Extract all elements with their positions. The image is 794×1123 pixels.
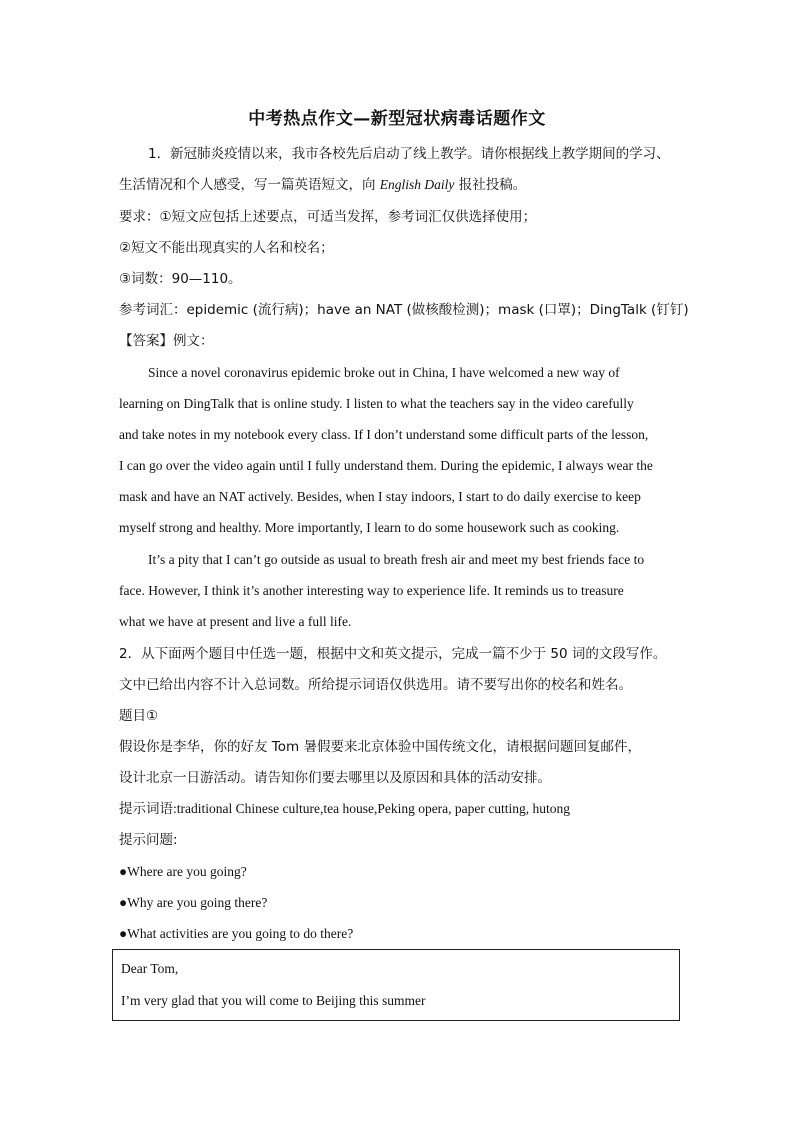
- q2-description-line-1: 假设你是李华，你的好友 Tom 暑假要来北京体验中国传统文化，请根据问题回复邮件，: [119, 739, 641, 755]
- q1-prompt-line-2-a: 生活情况和个人感受，写一篇英语短文，向: [119, 177, 380, 193]
- q2-question-item: ●Why are you going there?: [119, 895, 268, 910]
- essay-line: learning on DingTalk that is online study. I listen to what the teachers say in the video carefully: [119, 396, 634, 411]
- q1-prompt-line-2: [119, 175, 526, 195]
- q1-prompt-line-2-b: 报社投稿。: [454, 177, 527, 193]
- essay-line: It’s a pity that I can’t go outside as usual to breath fresh air and meet my best friends face to: [148, 552, 645, 567]
- q2-topic-label: 题目①: [119, 708, 159, 724]
- essay-line: what we have at present and live a full life.: [119, 614, 352, 629]
- q2-prompt-line-2: 文中已给出内容不计入总词数。所给提示词语仅供选用。请不要写出你的校名和姓名。: [119, 677, 632, 693]
- essay-line: Since a novel coronavirus epidemic broke out in China, I have welcomed a new way of: [148, 365, 620, 380]
- q1-requirement-1: 要求：①短文应包括上述要点，可适当发挥，参考词汇仅供选择使用；: [119, 209, 537, 225]
- letter-opening: I’m very glad that you will come to Beijing this summer: [121, 993, 426, 1008]
- page-title: 中考热点作文—新型冠状病毒话题作文: [248, 109, 546, 129]
- q1-vocabulary: 参考词汇：epidemic (流行病)；have an NAT (做核酸检测)；mask (口罩)；DingTalk (钉钉): [119, 302, 689, 318]
- q1-answer-label: 【答案】例文：: [119, 333, 214, 349]
- letter-greeting: Dear Tom,: [121, 961, 179, 976]
- essay-line: face. However, I think it’s another interesting way to experience life. It reminds us to treasure: [119, 583, 624, 598]
- q1-requirement-3: ③词数：90—110。: [119, 271, 242, 287]
- essay-line: and take notes in my notebook every class. If I don’t understand some difficult parts of the lesson,: [119, 427, 649, 442]
- essay-line: mask and have an NAT actively. Besides, when I stay indoors, I start to do daily exercise to keep: [119, 489, 641, 504]
- q2-question-item: ●Where are you going?: [119, 864, 247, 879]
- q2-question-item: ●What activities are you going to do there?: [119, 926, 354, 941]
- essay-line: I can go over the video again until I fully understand them. During the epidemic, I always wear the: [119, 458, 653, 473]
- q2-questions-label: 提示问题:: [119, 832, 178, 848]
- newspaper-name: English Daily: [379, 177, 455, 192]
- q2-description-line-2: 设计北京一日游活动。请告知你们要去哪里以及原因和具体的活动安排。: [119, 770, 551, 786]
- letter-writing-box: [112, 949, 680, 1021]
- q2-prompt-line-1: 2．从下面两个题目中任选一题，根据中文和英文提示，完成一篇不少于 50 词的文段写作。: [119, 646, 667, 662]
- q2-hint-words: 提示词语:traditional Chinese culture,tea house,Peking opera, paper cutting, hutong: [119, 801, 571, 816]
- essay-line: myself strong and healthy. More importantly, I learn to do some housework such as cooking.: [119, 520, 620, 535]
- q1-requirement-2: ②短文不能出现真实的人名和校名；: [119, 240, 334, 256]
- q1-prompt-line-1: 1．新冠肺炎疫情以来，我市各校先后启动了线上教学。请你根据线上教学期间的学习、: [148, 146, 670, 162]
